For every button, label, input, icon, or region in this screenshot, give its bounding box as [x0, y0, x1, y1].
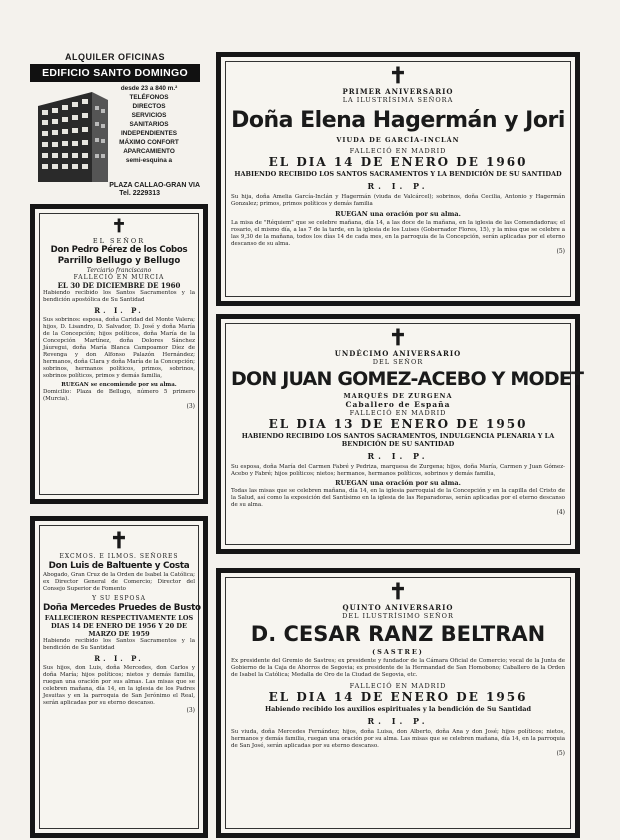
- sacraments: Habiendo recibido los auxilios espirituales y la bendición de Su Santidad: [264, 705, 532, 713]
- died-place: FALLECIÓ EN MADRID: [349, 409, 447, 417]
- anniversary: QUINTO ANIVERSARIO: [342, 603, 454, 612]
- titles: Abogado, Gran Cruz de la Orden de Isabel la Católica; ex Director General de Comercio; Director del Consejo Superior de Fomento: [43, 572, 195, 592]
- role: Terciario franciscano: [86, 267, 152, 274]
- rip: R. I. P.: [94, 306, 144, 315]
- notice-number: (3): [186, 403, 195, 410]
- notice-number: (3): [186, 707, 195, 714]
- ad-feature: INDEPENDIENTES: [120, 130, 178, 137]
- ad-feature: APARCAMIENTO: [123, 148, 175, 155]
- family: Sus hijos, don Luis, doña Mercedes, don Carlos y doña María; hijos políticos; nietos y demás familia, ruegan una oración por sus almas. Las misas que se celebren mañana, día 14, en la iglesia de los Padres Jesuitas y en la parroquia de San Jerónimo el Real, serán aplicadas por su eterno descanso.: [43, 665, 195, 706]
- noble-title: MARQUÉS DE ZURGENA: [343, 392, 453, 400]
- ad-features: [100, 84, 198, 165]
- death-date: EL DIA 14 DE ENERO DE 1960: [268, 155, 528, 169]
- family: Sus sobrinos: esposa, doña Caridad del Monte Valera; hijos, D. Lisandro, D. Salvador, D. José y doña María de la Concepción; hijos políticos, doña María de la Concepción Martínez, doña Dolores Sánchez Jáuregui, doña María Blanca Campoamor Díez de Revenga y don Alfonso Palazón Hernández; hermanos, doña Clara y doña María de la Concepción; sobrinos, hermanos políticos, primos, sobrinos, sobrinos políticos, primos y demás familia,: [43, 317, 195, 379]
- office-rental-ad: [30, 52, 200, 200]
- honorific: LA ILUSTRÍSIMA SEÑORA: [342, 96, 454, 104]
- masses: Todas las misas que se celebren mañana, día 14, en la iglesia parroquial de la Concepción y en la capilla del Cristo de la Salud, así como la exposición del Santísimo en la iglesia de las Reparadoras, serán aplicadas por el eterno descanso de su alma.: [231, 488, 565, 508]
- anniversary: UNDÉCIMO ANIVERSARIO: [334, 349, 462, 358]
- family: Su esposa, doña María del Carmen Fabré y Pedriza, marquesa de Zurgena; hijos, doña María, Carmen y Juan Gómez-Acebo y Fabré; hijos políticos; nietos; hermanos, hermanos políticos, sobrinos y demás familia,: [231, 464, 565, 477]
- and-wife: Y SU ESPOSA: [92, 595, 146, 602]
- obituary-hagerman: [216, 52, 580, 306]
- died-place: FALLECIÓ EN MADRID: [349, 147, 447, 155]
- notice-number: (5): [556, 750, 565, 757]
- ad-headline: ALQUILER OFICINAS: [65, 52, 165, 62]
- ad-feature: SANITARIOS: [129, 121, 169, 128]
- address: Domicilio: Plaza de Bellugo, número 5 primero (Murcia).: [43, 389, 195, 402]
- deceased-name: Doña Elena Hagermán y Jori: [231, 108, 565, 133]
- sacraments: HABIENDO RECIBIDO LOS SANTOS SACRAMENTOS Y LA BENDICIÓN DE SU SANTIDAD: [234, 170, 562, 178]
- sacraments: HABIENDO RECIBIDO LOS SANTOS SACRAMENTOS, INDULGENCIA PLENARIA Y LA BENDICIÓN DE SU SANTIDAD: [241, 432, 555, 448]
- ad-feature: desde 23 a 840 m.²: [120, 85, 178, 92]
- cross-icon: ✝: [388, 325, 408, 351]
- honor-title: Caballero de España: [345, 400, 451, 409]
- death-date: EL 30 DE DICIEMBRE DE 1960: [57, 281, 181, 290]
- ad-feature: semi-esquina a: [125, 157, 173, 164]
- rip: R. I. P.: [367, 716, 429, 726]
- ad-feature: MÁXIMO CONFORT: [119, 139, 179, 146]
- honorific: EL SEÑOR: [92, 237, 146, 245]
- deceased-surnames: Parrillo Bellugo y Bellugo: [57, 256, 181, 266]
- request: RUEGAN una oración por su alma.: [335, 479, 461, 487]
- rip: R. I. P.: [94, 654, 144, 663]
- ad-street: PLAZA CALLAO-GRAN VIA: [109, 182, 200, 189]
- spouse-name: Doña Mercedes Pruedes de Busto: [43, 603, 201, 613]
- death-date: EL DIA 13 DE ENERO DE 1950: [268, 417, 528, 431]
- ad-feature: DIRECTOS: [132, 103, 166, 110]
- rip: R. I. P.: [367, 451, 429, 461]
- request: RUEGAN se encomiende por su alma.: [61, 382, 177, 388]
- death-date: EL DIA 14 DE ENERO DE 1956: [268, 690, 528, 704]
- widow-of: VIUDA DE GARCÍA-INCLÁN: [336, 136, 460, 144]
- cross-icon: ✝: [388, 579, 408, 605]
- obituary-perez-cobos: [30, 204, 208, 504]
- profession: (SASTRE): [372, 648, 424, 656]
- ad-banner: EDIFICIO SANTO DOMINGO: [30, 64, 200, 82]
- request: RUEGAN una oración por su alma.: [335, 210, 461, 218]
- anniversary: PRIMER ANIVERSARIO: [342, 87, 454, 96]
- deceased-name: Don Luis de Baltuente y Costa: [48, 561, 190, 571]
- sacraments: Habiendo recibido los Santos Sacramentos y la bendición apostólica de Su Santidad: [43, 290, 195, 303]
- honorific: DEL ILUSTRÍSIMO SEÑOR: [342, 612, 454, 620]
- cross-icon: ✝: [111, 216, 127, 237]
- family: Su hija, doña Amelia García-Inclán y Hagermán (viuda de Valcárcel); sobrinos, doña Cecilia, Antonio y Hagermán Gonzalez; primos, primos políticos y demás familia: [231, 194, 565, 207]
- death-dates: FALLECIERON RESPECTIVAMENTE LOS DIAS 14 DE ENERO DE 1956 Y 20 DE MARZO DE 1959: [44, 614, 194, 638]
- masses: La misa de "Réquiem" que se celebre mañana, día 14, a las doce de la mañana, en la iglesia de las Comendadoras; el rosario, el mismo día, a las 7 de la tarde, en la iglesia de los Luises (Gobernador Flores, 15), y la misa que se celebre a las 9,30 de la mañana, todos los días 14 de cada mes, en la parroquia de la Concepción, serán aplicadas por el eterno descanso de su alma.: [231, 220, 565, 247]
- cross-icon: ✝: [109, 528, 129, 554]
- died-place: FALLECIÓ EN MADRID: [349, 682, 447, 690]
- notice-number: (5): [556, 248, 565, 255]
- deceased-name: DON JUAN GOMEZ-ACEBO Y MODET: [231, 368, 584, 390]
- notice-number: (4): [556, 509, 565, 516]
- obituary-baltuente: [30, 516, 208, 838]
- obituary-gomez-acebo: [216, 314, 584, 554]
- deceased-name: D. CESAR RANZ BELTRAN: [250, 622, 546, 646]
- ad-phone: Tel. 2229313: [119, 190, 160, 197]
- ad-feature: SERVICIOS: [131, 112, 167, 119]
- career: Ex presidente del Gremio de Sastres; ex presidente y fundador de la Cámara Oficial de Comercio; vocal de la Junta de Gobierno de la Caja de Ahorros de Segovia; ex presidente de la Hermandad de San Homobono; Caballero de la Orden de Isabel la Católica; Medalla de Oro de la Ciudad de Segovia, etc.: [231, 658, 565, 678]
- rip: R. I. P.: [367, 181, 429, 191]
- family: Su viuda, doña Mercedes Fernández; hijos, doña Luisa, don Alberto, doña Ana y don José; hijos políticos; nietos, hermanos y demás familia, ruegan una oración por su alma. Las misas que se celebren mañana, día 14, en la parroquia de San José, serán aplicadas por su eterno descanso.: [231, 729, 565, 749]
- sacraments: Habiendo recibido los Santos Sacramentos y la bendición de Su Santidad: [43, 638, 195, 651]
- ad-feature: TELÉFONOS: [129, 94, 169, 101]
- obituary-ranz-beltran: [216, 568, 580, 838]
- deceased-name: Don Pedro Pérez de los Cobos: [50, 245, 188, 255]
- honorific: DEL SEÑOR: [372, 358, 424, 366]
- cross-icon: ✝: [388, 63, 408, 89]
- honorific: EXCMOS. E ILMOS. SEÑORES: [59, 553, 179, 560]
- died-place: FALLECIÓ EN MURCIA: [73, 274, 165, 281]
